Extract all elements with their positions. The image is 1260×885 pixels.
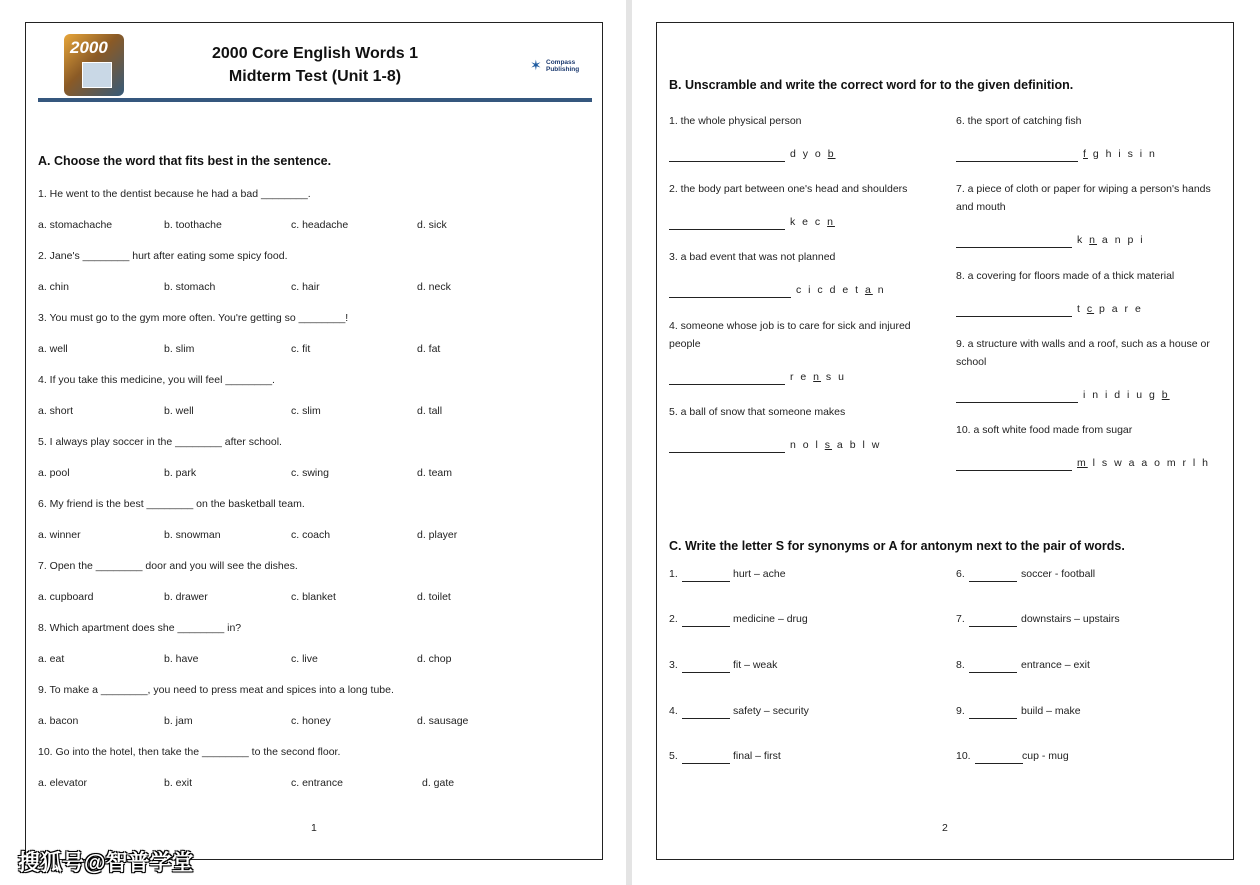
item-number: 10.: [956, 750, 971, 762]
document-subtitle: Midterm Test (Unit 1-8): [228, 68, 402, 85]
answer-blank[interactable]: [969, 672, 1017, 673]
answer-option[interactable]: c. hair: [291, 281, 320, 293]
question-text: 8. Which apartment does she ________ in?: [38, 622, 242, 634]
scrambled-letters: [790, 216, 835, 228]
definition-text: 10. a soft white food made from sugar: [956, 424, 1133, 436]
scrambled-letters: [796, 284, 886, 296]
section-c-heading: C. Write the letter S for synonyms or A for antonym next to the pair of words.: [669, 539, 1125, 553]
answer-option[interactable]: c. entrance: [291, 777, 343, 789]
word-pair: build – make: [1021, 705, 1081, 717]
answer-option[interactable]: b. have: [164, 653, 199, 665]
answer-option[interactable]: a. winner: [38, 529, 81, 541]
answer-blank[interactable]: [669, 297, 791, 298]
publisher-name-1: Compass: [546, 59, 576, 66]
answer-option[interactable]: b. drawer: [164, 591, 208, 603]
definition-text: 7. a piece of cloth or paper for wiping a person's hands and mouth: [956, 183, 1211, 213]
answer-option[interactable]: b. exit: [164, 777, 193, 789]
word-pair: hurt – ache: [733, 568, 786, 580]
item-number: 3.: [669, 659, 678, 671]
answer-blank[interactable]: [956, 247, 1072, 248]
answer-option[interactable]: a. chin: [38, 281, 69, 293]
answer-option[interactable]: d. neck: [417, 281, 451, 293]
letters-pre: n o l: [790, 439, 825, 451]
question-text: 7. Open the ________ door and you will see the dishes.: [38, 560, 298, 572]
page-number: 2: [942, 822, 948, 834]
question-text: 1. He went to the dentist because he had a bad ________.: [38, 188, 311, 200]
scrambled-letters: [1077, 457, 1210, 469]
answer-option[interactable]: a. elevator: [38, 777, 88, 789]
hint-letter: n: [1089, 234, 1098, 246]
page-number: 1: [311, 822, 317, 834]
scrambled-letters: [1083, 148, 1157, 160]
section-a-heading: A. Choose the word that fits best in the sentence.: [38, 154, 332, 168]
word-pair: cup - mug: [1022, 750, 1069, 762]
compass-star-icon: ✶: [530, 57, 542, 73]
answer-option[interactable]: c. headache: [291, 219, 349, 231]
answer-option[interactable]: a. cupboard: [38, 591, 94, 603]
question-text: 4. If you take this medicine, you will feel ________.: [38, 374, 275, 386]
item-number: 7.: [956, 613, 965, 625]
word-pair: soccer - football: [1021, 568, 1096, 580]
answer-blank[interactable]: [969, 718, 1017, 719]
answer-option[interactable]: d. fat: [417, 343, 441, 355]
section-b-heading: B. Unscramble and write the correct word for to the given definition.: [669, 78, 1074, 92]
answer-option[interactable]: c. swing: [291, 467, 329, 479]
answer-option[interactable]: d. gate: [422, 777, 455, 789]
scrambled-letters: [1077, 234, 1145, 246]
word-pair: final – first: [733, 750, 781, 762]
answer-option[interactable]: c. coach: [291, 529, 331, 541]
answer-blank[interactable]: [682, 581, 730, 582]
hint-letter: c: [1086, 303, 1095, 315]
answer-blank[interactable]: [975, 763, 1023, 764]
hint-letter: f: [1083, 148, 1088, 160]
answer-option[interactable]: a. short: [38, 405, 74, 417]
word-pair: medicine – drug: [733, 613, 808, 625]
scrambled-letters: [1083, 389, 1170, 401]
page-gutter: [626, 0, 632, 885]
answer-blank[interactable]: [669, 452, 785, 453]
letters-pre: k: [1077, 234, 1090, 246]
answer-option[interactable]: b. jam: [164, 715, 193, 727]
answer-option[interactable]: b. slim: [164, 343, 195, 355]
hint-letter: a: [864, 284, 873, 296]
word-pair: fit – weak: [733, 659, 778, 671]
answer-option[interactable]: b. toothache: [164, 219, 222, 231]
logo-text: 2000: [70, 38, 108, 57]
scrambled-letters: [1077, 303, 1143, 315]
definition-text: 6. the sport of catching fish: [956, 115, 1082, 127]
hint-letter: b: [1161, 389, 1170, 401]
letters-post: n: [872, 284, 886, 296]
document-title: 2000 Core English Words 1: [212, 45, 418, 62]
item-number: 1.: [669, 568, 678, 580]
answer-option[interactable]: a. pool: [38, 467, 70, 479]
answer-option[interactable]: d. sausage: [417, 715, 469, 727]
question-text: 6. My friend is the best ________ on the basketball team.: [38, 498, 305, 510]
answer-option[interactable]: b. snowman: [164, 529, 221, 541]
answer-option[interactable]: d. chop: [417, 653, 452, 665]
definition-text: 2. the body part between one's head and shoulders: [669, 183, 908, 195]
item-number: 2.: [669, 613, 678, 625]
answer-option[interactable]: d. player: [417, 529, 458, 541]
header-rule: [38, 98, 592, 102]
letters-pre: r e: [790, 371, 814, 383]
answer-option[interactable]: c. blanket: [291, 591, 336, 603]
letters-post: s u: [821, 371, 846, 383]
letters-pre: t: [1077, 303, 1087, 315]
definition-text: 3. a bad event that was not planned: [669, 251, 836, 263]
answer-option[interactable]: c. slim: [291, 405, 321, 417]
hint-letter: s: [824, 439, 833, 451]
hint-letter: m: [1077, 457, 1088, 469]
letters-post: g h i s i n: [1087, 148, 1157, 160]
word-pair: downstairs – upstairs: [1021, 613, 1120, 625]
scrambled-letters: [790, 148, 836, 160]
word-pair: entrance – exit: [1021, 659, 1090, 671]
page-1: [25, 22, 603, 860]
answer-blank[interactable]: [669, 161, 785, 162]
answer-blank[interactable]: [669, 384, 785, 385]
answer-option[interactable]: d. sick: [417, 219, 447, 231]
item-number: 5.: [669, 750, 678, 762]
publisher-name-2: Publishing: [546, 66, 580, 73]
letters-pre: d y o: [790, 148, 828, 160]
answer-blank[interactable]: [669, 229, 785, 230]
answer-blank[interactable]: [956, 316, 1072, 317]
answer-option[interactable]: b. stomach: [164, 281, 216, 293]
definition-text: 9. a structure with walls and a roof, such as a house or school: [956, 338, 1210, 368]
answer-blank[interactable]: [956, 402, 1078, 403]
letters-post: a n p i: [1097, 234, 1145, 246]
answer-option[interactable]: a. well: [38, 343, 68, 355]
hint-letter: n: [813, 371, 822, 383]
scrambled-letters: [790, 439, 881, 451]
definition-text: 4. someone whose job is to care for sick and injured people: [669, 320, 911, 350]
answer-option[interactable]: c. live: [291, 653, 318, 665]
answer-blank[interactable]: [969, 581, 1017, 582]
answer-option[interactable]: c. fit: [291, 343, 311, 355]
answer-blank[interactable]: [969, 626, 1017, 627]
question-text: 2. Jane's ________ hurt after eating some spicy food.: [38, 250, 288, 262]
page-2: [656, 22, 1234, 860]
book-cover-logo: [64, 34, 124, 96]
question-text: 9. To make a ________, you need to press meat and spices into a long tube.: [38, 684, 394, 696]
answer-blank[interactable]: [956, 161, 1078, 162]
letters-pre: c i c d e t: [796, 284, 865, 296]
answer-blank[interactable]: [682, 718, 730, 719]
watermark: 搜狐号@智普学堂: [18, 850, 194, 875]
letters-pre: k e c: [790, 216, 828, 228]
question-text: 3. You must go to the gym more often. You're getting so ________!: [38, 312, 349, 324]
question-text: 10. Go into the hotel, then take the ________ to the second floor.: [38, 746, 341, 758]
answer-option[interactable]: b. well: [164, 405, 194, 417]
publisher-logo: [530, 57, 590, 77]
letters-post: l s w a a o m r l h: [1087, 457, 1211, 469]
answer-blank[interactable]: [956, 470, 1072, 471]
question-text: 5. I always play soccer in the ________ after school.: [38, 436, 282, 448]
scrambled-letters: [790, 371, 846, 383]
word-pair: safety – security: [733, 705, 809, 717]
hint-letter: b: [827, 148, 836, 160]
item-number: 9.: [956, 705, 965, 717]
hint-letter: n: [827, 216, 835, 228]
answer-option[interactable]: b. park: [164, 467, 197, 479]
item-number: 4.: [669, 705, 678, 717]
answer-option[interactable]: a. bacon: [38, 715, 79, 727]
answer-option[interactable]: a. eat: [38, 653, 65, 665]
answer-blank[interactable]: [682, 763, 730, 764]
answer-blank[interactable]: [682, 626, 730, 627]
letters-post: a b l w: [832, 439, 882, 451]
definition-text: 5. a ball of snow that someone makes: [669, 406, 846, 418]
letters-pre: i n i d i u g: [1083, 389, 1162, 401]
definition-text: 8. a covering for floors made of a thick material: [956, 270, 1175, 282]
item-number: 8.: [956, 659, 965, 671]
answer-blank[interactable]: [682, 672, 730, 673]
answer-option[interactable]: d. team: [417, 467, 453, 479]
answer-option[interactable]: d. tall: [417, 405, 443, 417]
answer-option[interactable]: c. honey: [291, 715, 331, 727]
item-number: 6.: [956, 568, 965, 580]
letters-post: p a r e: [1094, 303, 1143, 315]
definition-text: 1. the whole physical person: [669, 115, 802, 127]
answer-option[interactable]: a. stomachache: [38, 219, 113, 231]
answer-option[interactable]: d. toilet: [417, 591, 451, 603]
